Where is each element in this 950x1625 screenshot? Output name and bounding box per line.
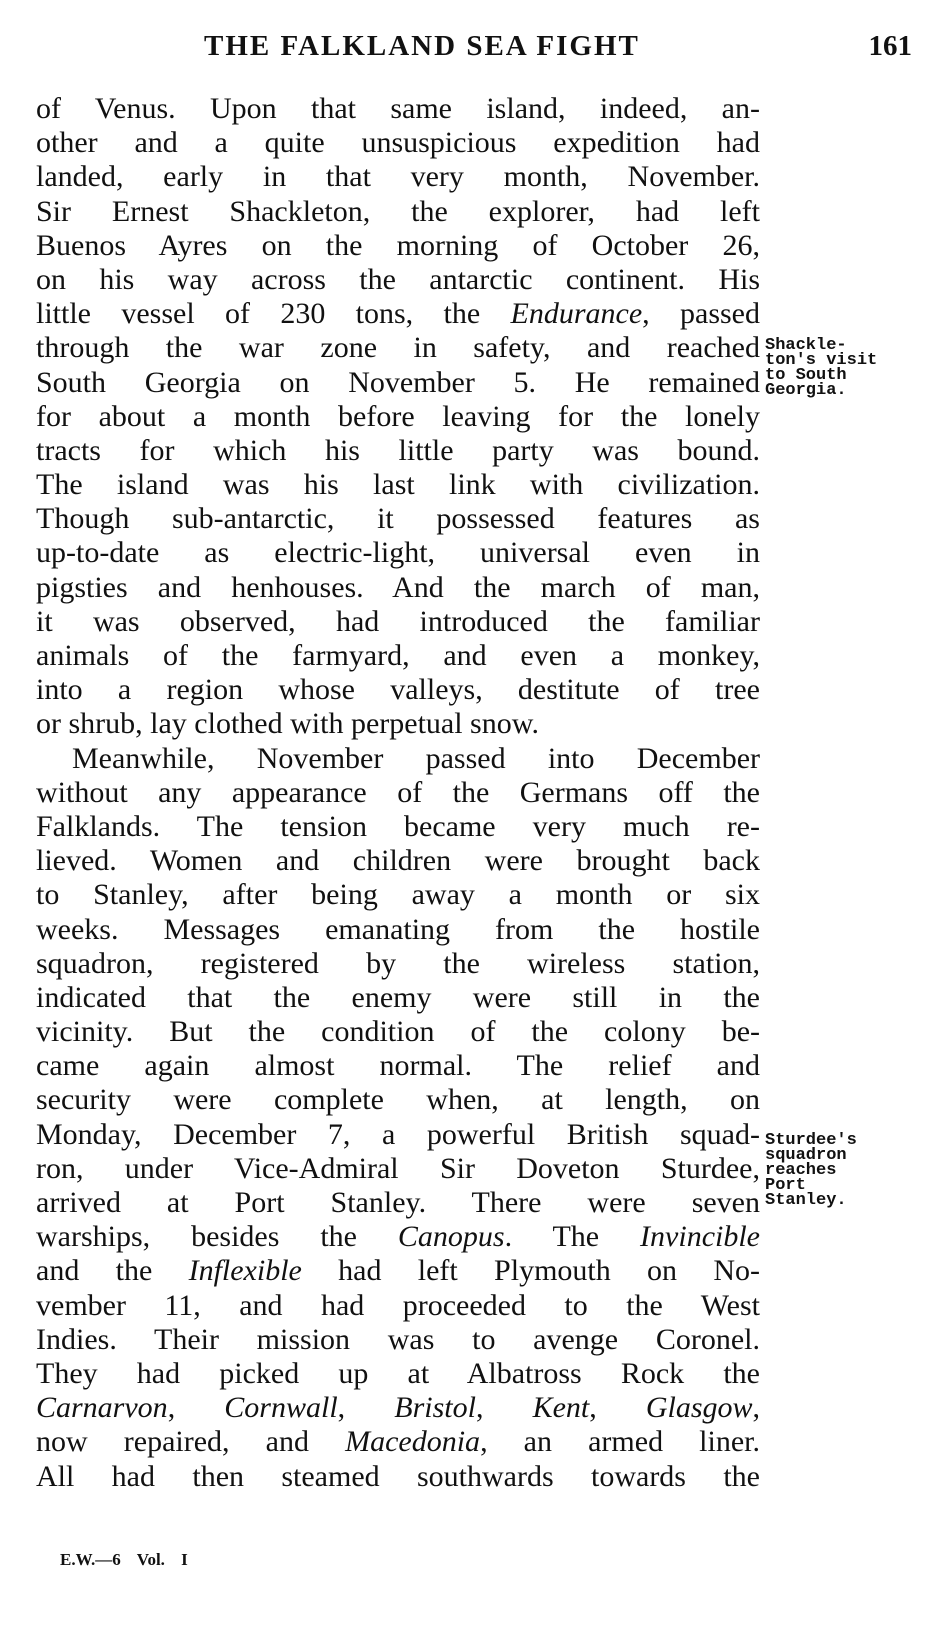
text-line: came again almost normal. The relief and bbox=[36, 1049, 760, 1083]
running-header bbox=[36, 30, 916, 74]
text-line: other and a quite unsuspicious expedition had bbox=[36, 126, 760, 160]
text-line: through the war zone in safety, and reached bbox=[36, 331, 760, 365]
text-line: on his way across the antarctic continent. His bbox=[36, 262, 760, 296]
text-line: landed, early in that very month, November. bbox=[36, 160, 760, 194]
side-note-sturdee bbox=[765, 1133, 857, 1208]
text-line: All had then steamed southwards towards the bbox=[36, 1459, 760, 1493]
text-line: South Georgia on November 5. He remained bbox=[36, 365, 760, 399]
text-line: Sir Ernest Shackleton, the explorer, had left bbox=[36, 194, 760, 228]
text-line: They had picked up at Albatross Rock the bbox=[36, 1356, 760, 1390]
footer-signature bbox=[60, 1550, 188, 1570]
text-line: animals of the farmyard, and even a monkey, bbox=[36, 639, 760, 672]
text-line: and the Inflexible had left Plymouth on No- bbox=[36, 1254, 760, 1288]
text-line: it was observed, had introduced the familiar bbox=[36, 604, 760, 638]
text-line: Though sub-antarctic, it possessed features as bbox=[36, 502, 760, 536]
text-line: of Venus. Upon that same island, indeed, an- bbox=[36, 92, 760, 125]
text-line: Carnarvon, Cornwall, Bristol, Kent, Glasgow, bbox=[36, 1391, 760, 1425]
text-line: to Stanley, after being away a month or six bbox=[36, 878, 760, 912]
side-note-shackleton bbox=[765, 338, 877, 398]
text-line: indicated that the enemy were still in the bbox=[36, 980, 760, 1014]
text-line: vember 11, and had proceeded to the West bbox=[36, 1288, 760, 1322]
side-note-line: Georgia. bbox=[765, 381, 847, 400]
side-note-line: Port bbox=[765, 1176, 806, 1195]
text-line: Falklands. The tension became very much re- bbox=[36, 809, 760, 843]
text-line: for about a month before leaving for the lonely bbox=[36, 399, 760, 433]
signature-mark: E.W.—6 bbox=[60, 1550, 121, 1569]
side-note-line: to South bbox=[765, 366, 847, 385]
text-line: now repaired, and Macedonia, an armed liner. bbox=[36, 1425, 760, 1459]
text-line: The island was his last link with civilization. bbox=[36, 468, 760, 502]
text-line: without any appearance of the Germans off the bbox=[36, 775, 760, 809]
text-line: weeks. Messages emanating from the hostile bbox=[36, 912, 760, 946]
side-note-line: reaches bbox=[765, 1161, 837, 1180]
text-line: little vessel of 230 tons, the Endurance, passed bbox=[36, 297, 760, 331]
text-line: or shrub, lay clothed with perpetual snow. bbox=[36, 707, 539, 741]
volume-mark: Vol. I bbox=[136, 1550, 188, 1569]
text-line: tracts for which his little party was bound. bbox=[36, 433, 760, 467]
side-note-line: squadron bbox=[765, 1146, 847, 1165]
page-number: 161 bbox=[868, 30, 912, 62]
text-line: warships, besides the Canopus. The Invincible bbox=[36, 1220, 760, 1254]
text-line: Monday, December 7, a powerful British squad- bbox=[36, 1117, 760, 1151]
text-line: Indies. Their mission was to avenge Coronel. bbox=[36, 1322, 760, 1356]
text-line: up-to-date as electric-light, universal even in bbox=[36, 536, 760, 570]
side-note-line: Sturdee's bbox=[765, 1131, 857, 1150]
text-line: arrived at Port Stanley. There were seven bbox=[36, 1186, 760, 1219]
side-note-line: ton's visit bbox=[765, 351, 878, 370]
side-note-line: Shackle- bbox=[765, 336, 847, 355]
text-line: Buenos Ayres on the morning of October 26, bbox=[36, 228, 760, 262]
text-line: squadron, registered by the wireless station, bbox=[36, 946, 760, 980]
text-line: security were complete when, at length, on bbox=[36, 1083, 760, 1117]
body-text bbox=[36, 92, 760, 1494]
text-line: ron, under Vice-Admiral Sir Doveton Sturdee, bbox=[36, 1151, 760, 1185]
running-title: THE FALKLAND SEA FIGHT bbox=[204, 30, 640, 62]
side-note-line: Stanley. bbox=[765, 1191, 847, 1210]
text-line: lieved. Women and children were brought back bbox=[36, 844, 760, 878]
text-line: vicinity. But the condition of the colony be- bbox=[36, 1015, 760, 1049]
text-line: into a region whose valleys, destitute of tree bbox=[36, 673, 760, 707]
text-line: Meanwhile, November passed into December bbox=[72, 741, 760, 775]
text-line: pigsties and henhouses. And the march of man, bbox=[36, 570, 760, 604]
